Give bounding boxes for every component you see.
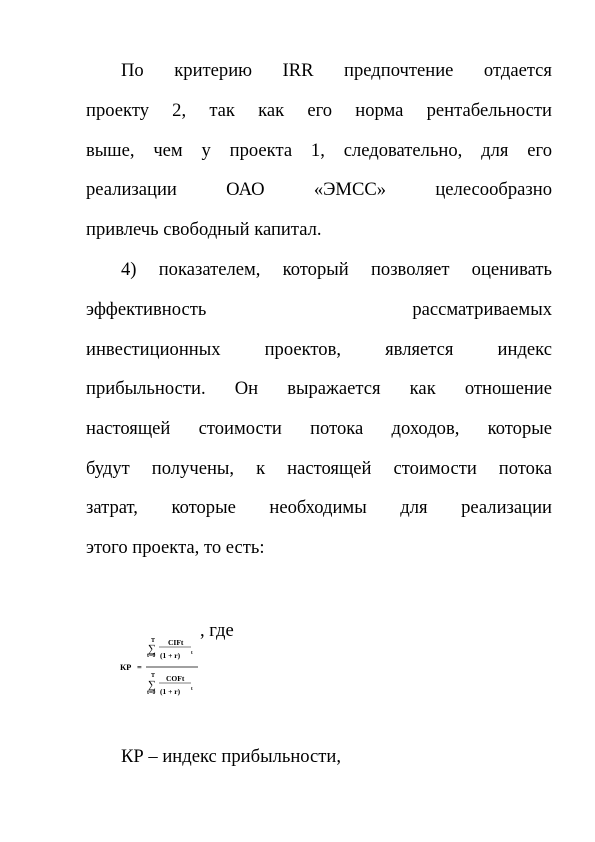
- text-line: проекту 2, так как его норма рентабельности: [86, 100, 552, 121]
- text-line: прибыльности. Он выражается как отношение: [86, 378, 552, 399]
- text-line: будут получены, к настоящей стоимости потока: [86, 458, 552, 479]
- formula-where: , где: [200, 620, 234, 641]
- text-line: затрат, которые необходимы для реализации: [86, 497, 552, 518]
- text-line: эффективность рассматриваемых: [86, 299, 552, 320]
- text-line: инвестиционных проектов, является индекс: [86, 339, 552, 360]
- denominator-exponent: t: [191, 687, 193, 692]
- profitability-index-formula: [118, 633, 208, 705]
- formula-lhs: КР: [120, 662, 132, 672]
- denominator-top: COFt: [166, 674, 185, 683]
- text-line: реализации ОАО «ЭМСС» целесообразно: [86, 179, 552, 200]
- sum-symbol-2: ∑: [148, 679, 156, 691]
- text-line: выше, чем у проекта 1, следовательно, для его: [86, 140, 552, 161]
- numerator-exponent: t: [191, 651, 193, 656]
- denominator-denominator: (1 + r): [160, 687, 181, 696]
- sum-symbol: ∑: [148, 643, 156, 655]
- definition-line: КР – индекс прибыльности,: [121, 746, 342, 767]
- text-line: настоящей стоимости потока доходов, которые: [86, 418, 552, 439]
- sum-bottom-label-2: t=0: [147, 690, 156, 696]
- numerator-denominator: (1 + r): [160, 651, 181, 660]
- sum-top-label: T: [151, 638, 156, 644]
- numerator-top: CIFt: [168, 638, 184, 647]
- text-line: 4) показателем, который позволяет оценивать: [121, 259, 552, 280]
- sum-bottom-label: t=0: [147, 653, 156, 659]
- formula-equals: =: [137, 662, 142, 672]
- text-line: привлечь свободный капитал.: [86, 219, 322, 240]
- text-line: этого проекта, то есть:: [86, 537, 265, 558]
- text-line: По критерию IRR предпочтение отдается: [121, 60, 552, 81]
- sum-top-label-2: T: [151, 673, 156, 679]
